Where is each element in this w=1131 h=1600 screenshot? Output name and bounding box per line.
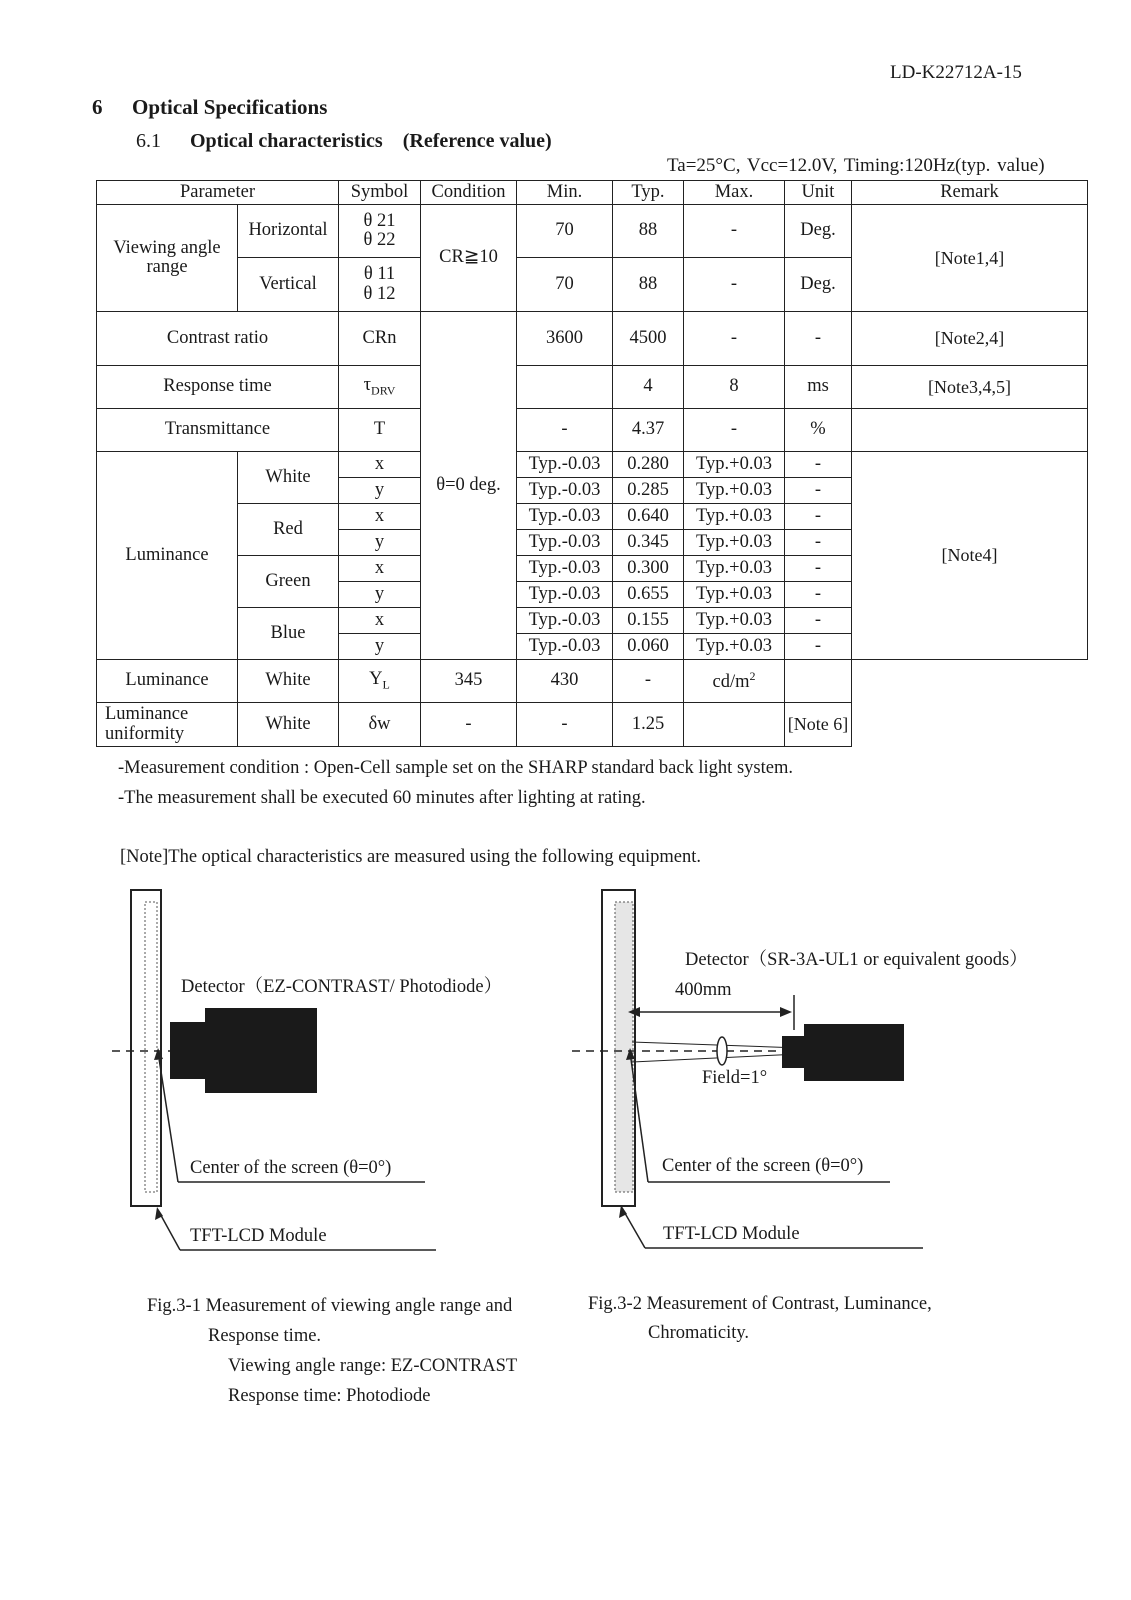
chroma-typ: 0.640: [613, 504, 684, 530]
header-symbol: Symbol: [339, 181, 421, 205]
chroma-unit: -: [785, 582, 852, 608]
section-heading: [92, 95, 327, 120]
response-remark: [Note3,4,5]: [852, 366, 1088, 409]
luminance-label: Luminance: [97, 660, 238, 703]
header-row: [97, 181, 1088, 205]
chroma-symbol: x: [339, 556, 421, 582]
fig1-caption-line4: Response time: Photodiode: [228, 1386, 431, 1406]
fig2-module-label: TFT-LCD Module: [663, 1224, 800, 1244]
chroma-color: Red: [238, 504, 339, 556]
chroma-remark: [Note4]: [852, 452, 1088, 660]
viewing-remark: [Note1,4]: [852, 205, 1088, 312]
header-unit: Unit: [785, 181, 852, 205]
chroma-symbol: x: [339, 608, 421, 634]
viewing-horizontal-symbol: θ 21 θ 22: [339, 205, 421, 258]
document-id: LD-K22712A-15: [890, 62, 1022, 83]
luminance-symbol: $Y_L$: [339, 660, 421, 703]
chroma-min: Typ.-0.03: [517, 556, 613, 582]
viewing-h-unit: Deg.: [785, 205, 852, 258]
response-symbol: $\tau_{DRV}$: [339, 366, 421, 409]
chroma-unit: -: [785, 504, 852, 530]
transmittance-label: Transmittance: [97, 409, 339, 452]
chroma-unit: -: [785, 556, 852, 582]
transmittance-max: -: [684, 409, 785, 452]
fig1-center-label: Center of the screen (θ=0°): [190, 1158, 392, 1178]
header-min: Min.: [517, 181, 613, 205]
fig2-distance-label: 400mm: [675, 980, 732, 1000]
chroma-typ: 0.345: [613, 530, 684, 556]
chroma-label: Luminance: [97, 452, 238, 660]
chroma-color: Blue: [238, 608, 339, 660]
table-row: [97, 409, 1088, 452]
chroma-min: Typ.-0.03: [517, 452, 613, 478]
response-max: 8: [684, 366, 785, 409]
measurement-condition: -Measurement condition : Open-Cell sample set on the SHARP standard back light system.: [118, 758, 793, 778]
response-typ: 4: [613, 366, 684, 409]
chroma-typ: 0.285: [613, 478, 684, 504]
table-row: [97, 205, 1088, 258]
chroma-unit: -: [785, 452, 852, 478]
chroma-symbol: x: [339, 504, 421, 530]
viewing-vertical-label: Vertical: [238, 258, 339, 312]
transmittance-symbol: T: [339, 409, 421, 452]
chroma-min: Typ.-0.03: [517, 634, 613, 660]
subsection-number: 6.1: [136, 130, 161, 152]
luminance-unit: $cd/m^2$: [684, 660, 785, 703]
uniformity-typ: -: [517, 703, 613, 747]
luminance-color: White: [238, 660, 339, 703]
table-row: [97, 366, 1088, 409]
viewing-v-typ: 88: [613, 258, 684, 312]
table-row: [97, 660, 1088, 703]
chroma-typ: 0.280: [613, 452, 684, 478]
transmittance-remark: [852, 409, 1088, 452]
chroma-max: Typ.+0.03: [684, 608, 785, 634]
condition-theta-zero: θ=0 deg.: [421, 312, 517, 660]
contrast-remark: [Note2,4]: [852, 312, 1088, 366]
chroma-min: Typ.-0.03: [517, 608, 613, 634]
chroma-min: Typ.-0.03: [517, 504, 613, 530]
test-conditions: Ta=25°C, Vcc=12.0V, Timing:120Hz(typ. value): [667, 155, 1045, 176]
chroma-unit: -: [785, 530, 852, 556]
detector-body: [205, 1008, 317, 1093]
chroma-unit: -: [785, 634, 852, 660]
contrast-typ: 4500: [613, 312, 684, 366]
uniformity-color: White: [238, 703, 339, 747]
response-min: [517, 366, 613, 409]
viewing-v-max: -: [684, 258, 785, 312]
table-row: [97, 312, 1088, 366]
optical-spec-table: [96, 180, 1088, 747]
chroma-symbol: y: [339, 582, 421, 608]
chroma-typ: 0.300: [613, 556, 684, 582]
subsection-title: Optical characteristics (Reference value): [190, 130, 552, 152]
measurement-timing: -The measurement shall be executed 60 minutes after lighting at rating.: [118, 788, 646, 808]
header-max: Max.: [684, 181, 785, 205]
chroma-max: Typ.+0.03: [684, 556, 785, 582]
viewing-h-max: -: [684, 205, 785, 258]
chroma-unit: -: [785, 478, 852, 504]
chroma-max: Typ.+0.03: [684, 634, 785, 660]
header-parameter: Parameter: [97, 181, 339, 205]
chroma-max: Typ.+0.03: [684, 530, 785, 556]
header-typ: Typ.: [613, 181, 684, 205]
chroma-max: Typ.+0.03: [684, 582, 785, 608]
transmittance-min: -: [517, 409, 613, 452]
fig1-caption-line1: Fig.3-1 Measurement of viewing angle range and: [147, 1296, 513, 1316]
contrast-max: -: [684, 312, 785, 366]
chroma-symbol: y: [339, 478, 421, 504]
luminance-min: 345: [421, 660, 517, 703]
viewing-v-unit: Deg.: [785, 258, 852, 312]
chroma-max: Typ.+0.03: [684, 478, 785, 504]
figure-3-1: [0, 880, 560, 1260]
viewing-v-min: 70: [517, 258, 613, 312]
lcd-screen-area: [145, 902, 157, 1192]
fig1-module-label: TFT-LCD Module: [190, 1226, 327, 1246]
chroma-max: Typ.+0.03: [684, 452, 785, 478]
chroma-typ: 0.155: [613, 608, 684, 634]
viewing-h-min: 70: [517, 205, 613, 258]
luminance-remark: [785, 660, 852, 703]
arrow-head: [780, 1007, 792, 1017]
response-unit: ms: [785, 366, 852, 409]
chroma-min: Typ.-0.03: [517, 582, 613, 608]
luminance-typ: 430: [517, 660, 613, 703]
viewing-condition: CR≧10: [421, 205, 517, 312]
fig1-caption-line2: Response time.: [208, 1326, 322, 1346]
header-condition: Condition: [421, 181, 517, 205]
fig1-detector-label: Detector（EZ-CONTRAST/ Photodiode）: [181, 977, 503, 997]
response-label: Response time: [97, 366, 339, 409]
fig2-field-label: Field=1°: [702, 1068, 768, 1088]
uniformity-unit: [684, 703, 785, 747]
section-number: 6: [92, 95, 103, 119]
fig2-caption-line2: Chromaticity.: [648, 1323, 750, 1343]
contrast-symbol: CRn: [339, 312, 421, 366]
detector-lens: [170, 1022, 205, 1079]
fig2-center-label: Center of the screen (θ=0°): [662, 1156, 864, 1176]
table-row: [97, 703, 1088, 747]
chroma-max: Typ.+0.03: [684, 504, 785, 530]
contrast-label: Contrast ratio: [97, 312, 339, 366]
chroma-typ: 0.060: [613, 634, 684, 660]
chroma-min: Typ.-0.03: [517, 478, 613, 504]
uniformity-max: 1.25: [613, 703, 684, 747]
contrast-unit: -: [785, 312, 852, 366]
luminance-max: -: [613, 660, 684, 703]
viewing-vertical-symbol: θ 11 θ 12: [339, 258, 421, 312]
chroma-color: Green: [238, 556, 339, 608]
table-row: [97, 452, 1088, 478]
fig2-detector-label: Detector（SR-3A-UL1 or equivalent goods）: [685, 950, 1028, 970]
lcd-screen-area: [615, 902, 633, 1192]
uniformity-label: Luminance uniformity: [97, 703, 238, 747]
detector-lens: [782, 1036, 804, 1068]
uniformity-min: -: [421, 703, 517, 747]
viewing-angle-label: Viewing angle range: [97, 205, 238, 312]
viewing-horizontal-label: Horizontal: [238, 205, 339, 258]
equipment-note: [Note]The optical characteristics are measured using the following equipment.: [120, 847, 701, 867]
chroma-symbol: x: [339, 452, 421, 478]
chroma-symbol: y: [339, 530, 421, 556]
chroma-unit: -: [785, 608, 852, 634]
chroma-typ: 0.655: [613, 582, 684, 608]
header-remark: Remark: [852, 181, 1088, 205]
transmittance-unit: %: [785, 409, 852, 452]
chroma-min: Typ.-0.03: [517, 530, 613, 556]
contrast-min: 3600: [517, 312, 613, 366]
transmittance-typ: 4.37: [613, 409, 684, 452]
fig2-caption-line1: Fig.3-2 Measurement of Contrast, Luminance,: [588, 1294, 932, 1314]
section-title: Optical Specifications: [132, 95, 328, 119]
detector-body: [804, 1024, 904, 1081]
field-cone-upper: [632, 1042, 800, 1048]
uniformity-symbol: δw: [339, 703, 421, 747]
viewing-h-typ: 88: [613, 205, 684, 258]
subsection-heading: [136, 124, 552, 153]
field-aperture: [717, 1037, 727, 1065]
field-cone-lower: [632, 1054, 800, 1062]
uniformity-remark: [Note 6]: [785, 703, 852, 747]
chroma-symbol: y: [339, 634, 421, 660]
chroma-color: White: [238, 452, 339, 504]
fig1-caption-line3: Viewing angle range: EZ-CONTRAST: [228, 1356, 518, 1376]
